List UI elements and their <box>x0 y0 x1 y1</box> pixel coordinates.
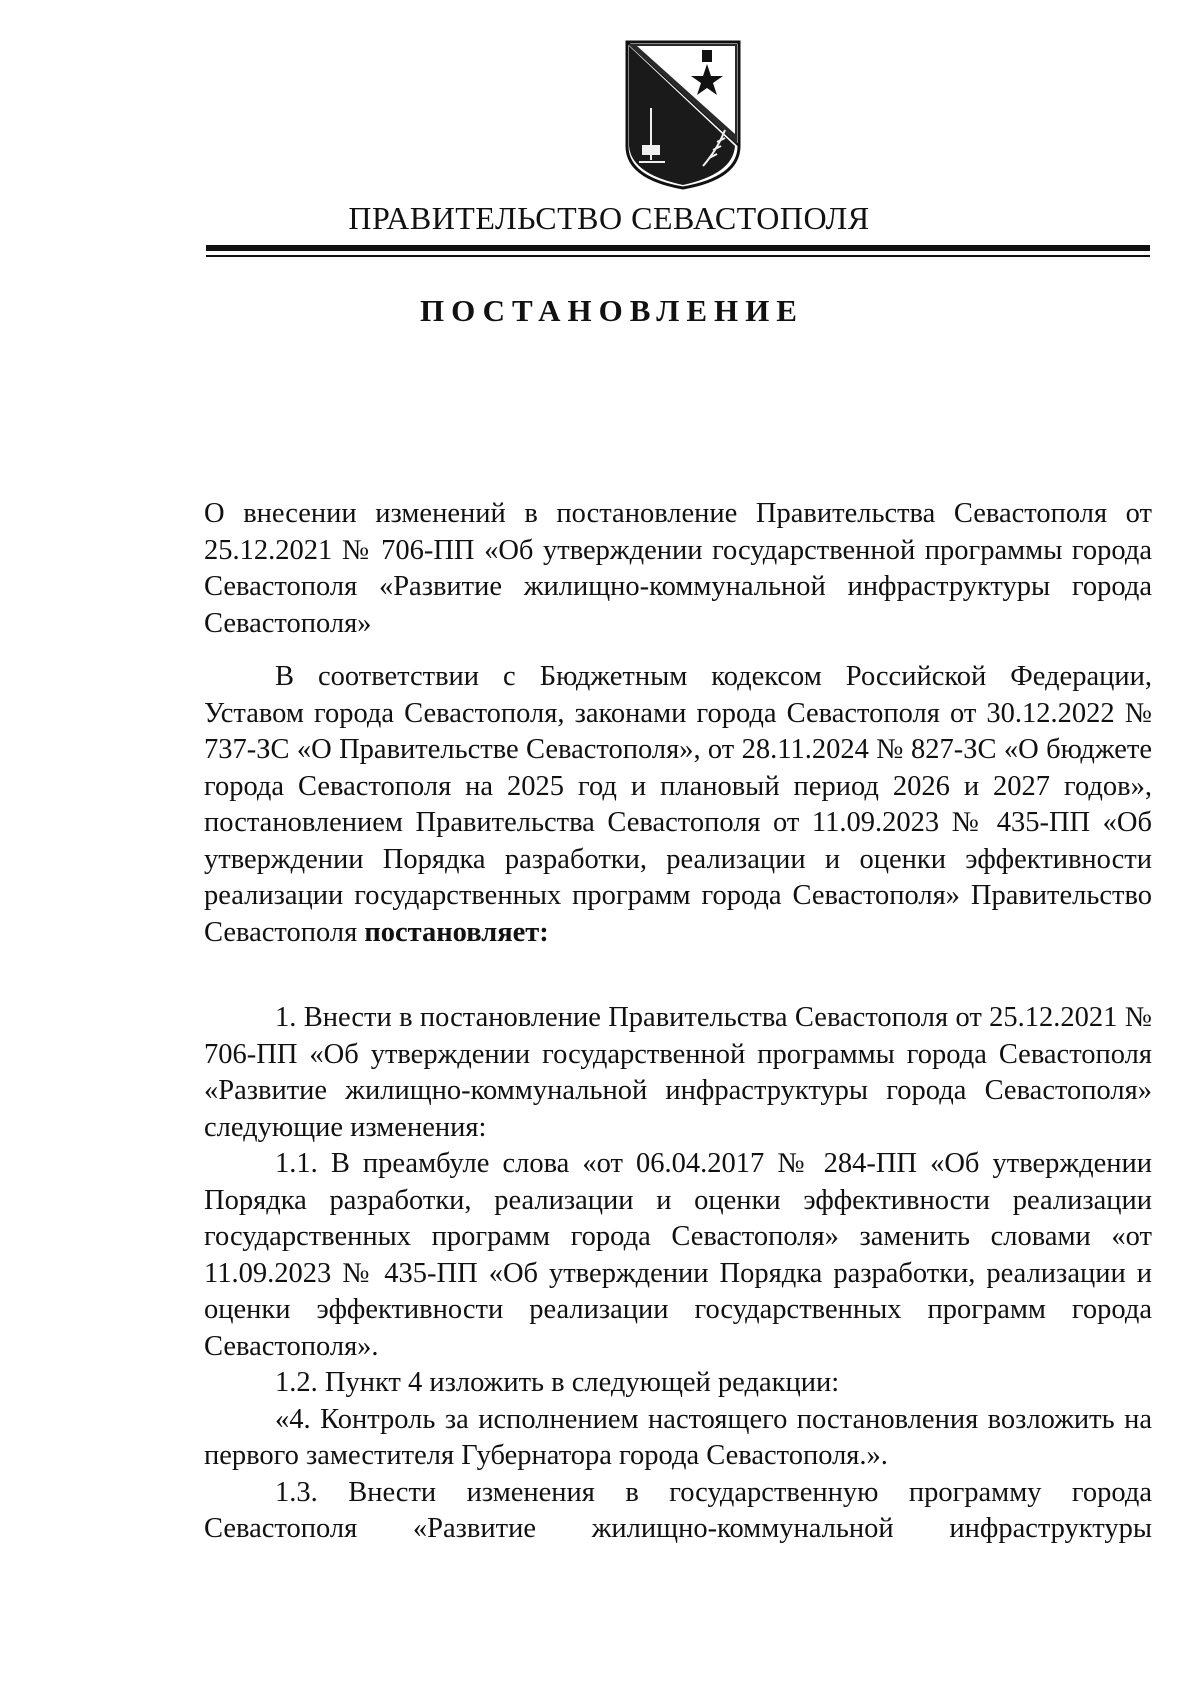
item-4-quote: «4. Контроль за исполнением настоящего постановления возложить на первого заместителя Губернатора города Севастополя.». <box>204 1403 1152 1471</box>
item-1-3: 1.3. Внести изменения в государственную программу города Севастополя «Развитие жилищно-коммунальной инфраструктуры <box>204 1476 1152 1544</box>
preamble-block <box>204 659 1152 951</box>
sevastopol-coat-of-arms-icon <box>621 38 745 190</box>
items-block <box>204 1000 1152 1548</box>
decree-word: постановляет: <box>364 916 549 948</box>
document-type-title: ПОСТАНОВЛЕНИЕ <box>420 293 804 328</box>
header-rule-thin <box>206 255 1150 257</box>
preamble-paragraph <box>204 659 1152 951</box>
item-1-1: 1.1. В преамбуле слова «от 06.04.2017 № 284-ПП «Об утверждении Порядка разработки, реализации и оценки эффективности реализации государственных программ города Севастополя» заменить словами «от 11.09.2023 № 435-ПП «Об утверждении Порядка разработки, реализации и оценки эффективности реализации государственных программ города Севастополя». <box>204 1148 1152 1362</box>
item-1: 1. Внести в постановление Правительства Севастополя от 25.12.2021 № 706-ПП «Об утверждении государственной программы города Севастополя «Развитие жилищно-коммунальной инфраструктуры города Севастополя» следующие изменения: <box>204 1002 1152 1143</box>
preamble-text: В соответствии с Бюджетным кодексом Российской Федерации, Уставом города Севастополя, законами города Севастополя от 30.12.2022 № 737-ЗС «О Правительстве Севастополя», от 28.11.2024 № 827-ЗС «О бюджете города Севастополя на 2025 год и плановый период 2026 и 2027 годов», постановлением Правительства Севастополя от 11.09.2023 № 435-ПП «Об утверждении Порядка разработки, реализации и оценки эффективности реализации государственных программ города Севастополя» Правительство Севастополя <box>204 661 1152 948</box>
subject-block <box>204 496 1152 642</box>
item-1-2: 1.2. Пункт 4 изложить в следующей редакции: <box>275 1367 840 1398</box>
subject-text: О внесении изменений в постановление Правительства Севастополя от 25.12.2021 № 706-ПП «Об утверждении государственной программы города Севастополя «Развитие жилищно-коммунальной инфраструктуры города Севастополя» <box>204 498 1152 639</box>
organization-name: ПРАВИТЕЛЬСТВО СЕВАСТОПОЛЯ <box>348 200 870 236</box>
header-rule-thick <box>206 245 1150 251</box>
